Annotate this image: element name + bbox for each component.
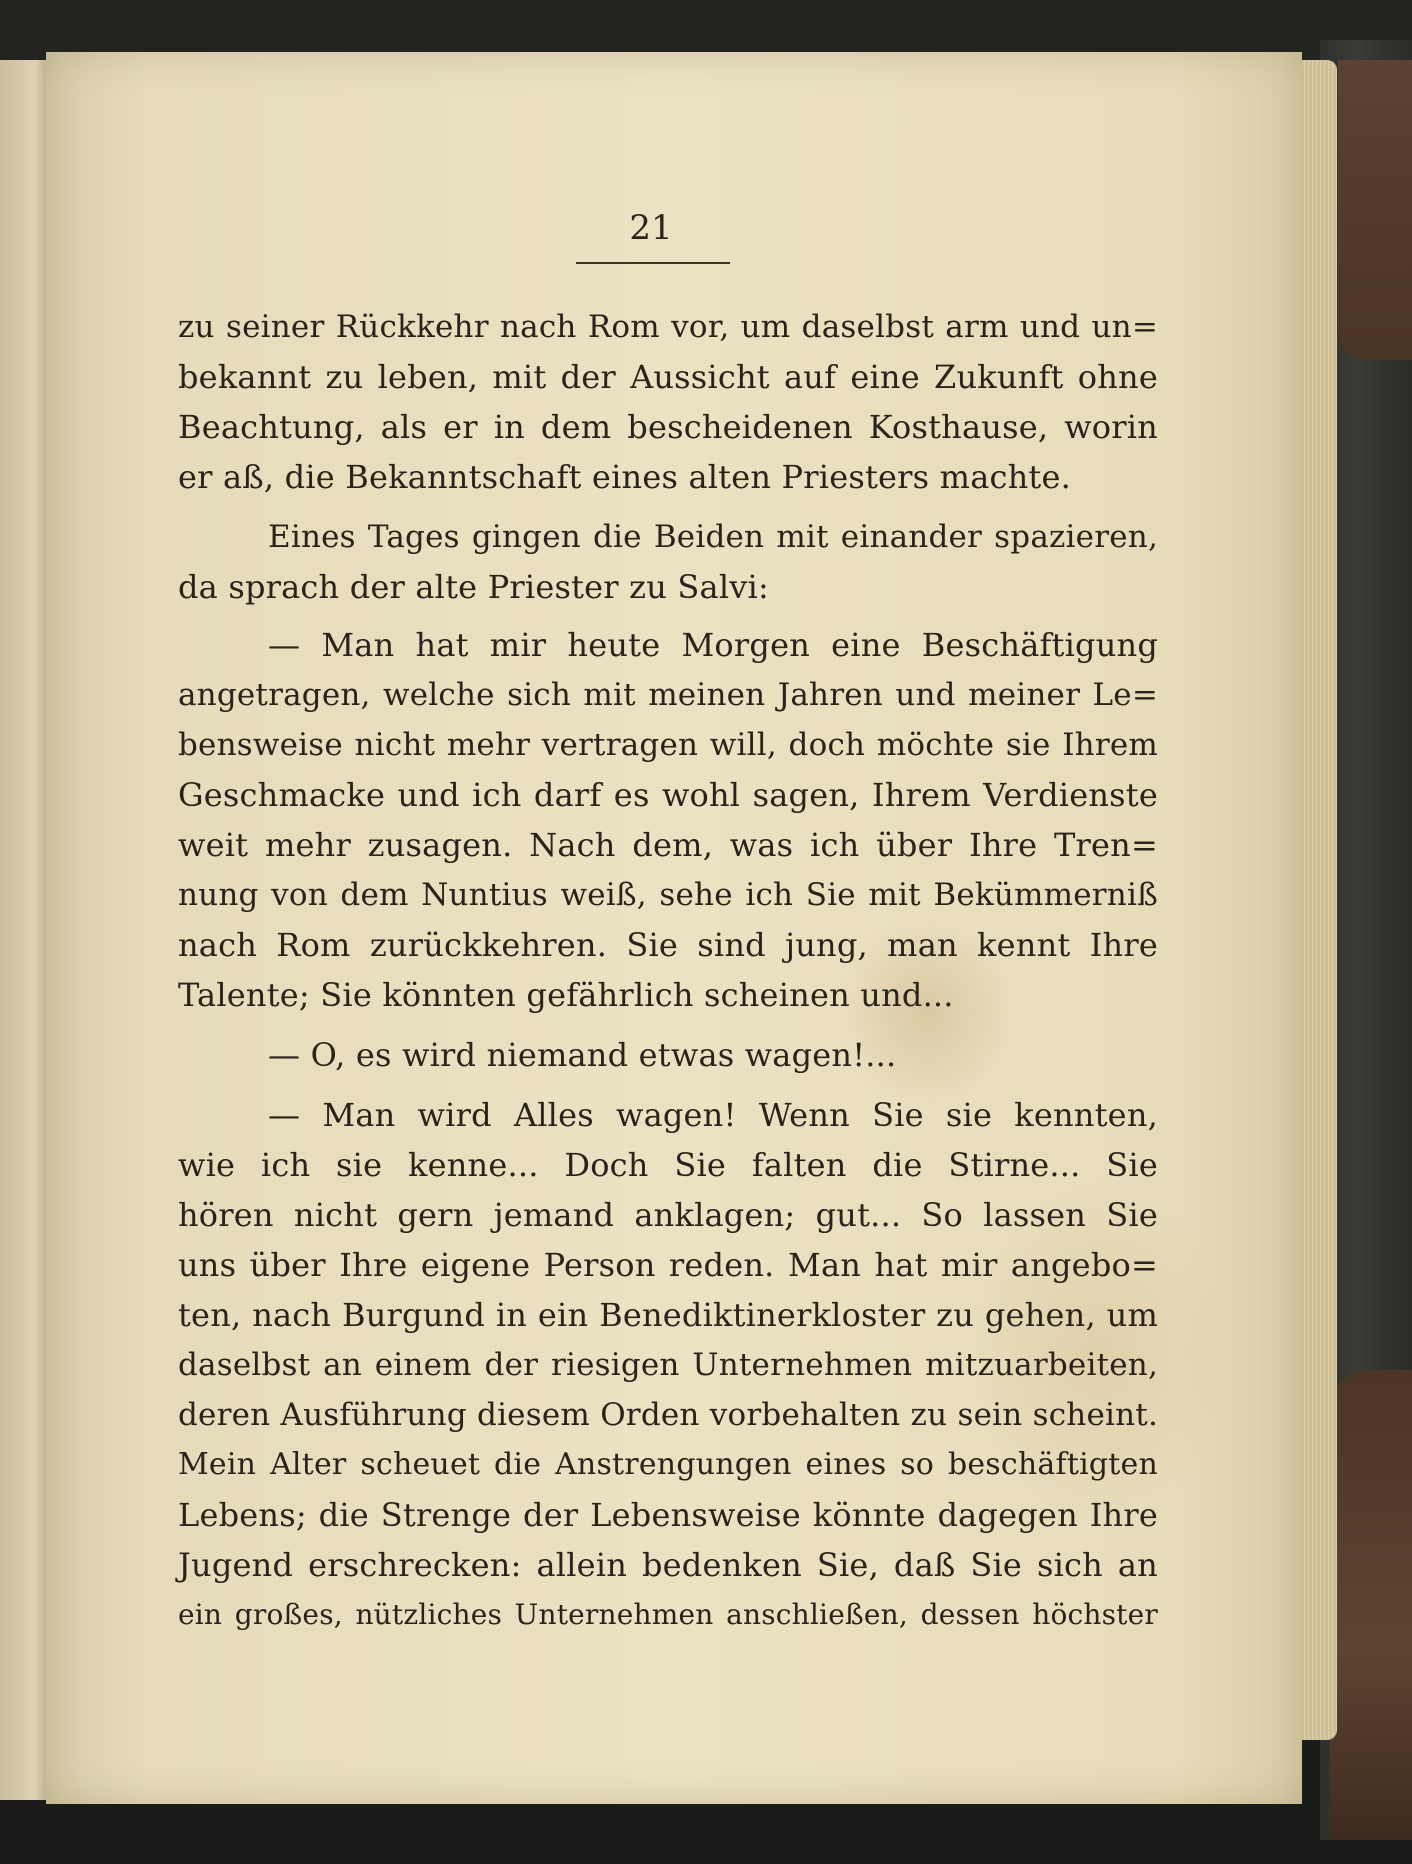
text-line: zu seiner Rückkehr nach Rom vor, um daselbst arm und un=	[178, 309, 1158, 345]
text-line: Geschmacke und ich darf es wohl sagen, Ihrem Verdienste	[178, 776, 1158, 814]
binding-leather-corner-top	[1338, 60, 1412, 360]
facing-page-edge	[0, 60, 50, 1800]
header-rule	[576, 262, 730, 264]
text-line: Mein Alter scheuet die Anstrengungen eines so beschäftigten	[178, 1447, 1158, 1482]
text-line: Talente; Sie könnten gefährlich scheinen und...	[178, 976, 954, 1014]
text-line: Jugend erschrecken: allein bedenken Sie, daß Sie sich an	[178, 1546, 1158, 1584]
book-page	[46, 52, 1302, 1804]
text-line: bensweise nicht mehr vertragen will, doch möchte sie Ihrem	[178, 727, 1158, 763]
text-line: er aß, die Bekanntschaft eines alten Priesters machte.	[178, 458, 1071, 496]
text-line: uns über Ihre eigene Person reden. Man hat mir angebo=	[178, 1246, 1158, 1284]
text-line: Eines Tages gingen die Beiden mit einander spazieren,	[268, 519, 1158, 555]
text-line: — Man hat mir heute Morgen eine Beschäftigung	[268, 626, 1158, 664]
text-line: angetragen, welche sich mit meinen Jahren und meiner Le=	[178, 677, 1158, 713]
text-line: ten, nach Burgund in ein Benediktinerkloster zu gehen, um	[178, 1296, 1158, 1334]
text-line: — Man wird Alles wagen! Wenn Sie sie kennten,	[268, 1096, 1158, 1134]
text-line: da sprach der alte Priester zu Salvi:	[178, 568, 769, 606]
text-line: — O, es wird niemand etwas wagen!...	[268, 1036, 897, 1074]
text-line: nach Rom zurückkehren. Sie sind jung, man kennt Ihre	[178, 926, 1158, 964]
binding-leather-corner-bottom	[1330, 1370, 1412, 1840]
text-line: wie ich sie kenne... Doch Sie falten die Stirne... Sie	[178, 1146, 1158, 1184]
text-line: bekannt zu leben, mit der Aussicht auf eine Zukunft ohne	[178, 358, 1158, 396]
text-line: ein großes, nützliches Unternehmen anschließen, dessen höchster	[178, 1598, 1158, 1631]
text-line: Beachtung, als er in dem bescheidenen Kosthause, worin	[178, 408, 1158, 446]
page-number: 21	[629, 208, 673, 248]
text-line: daselbst an einem der riesigen Unternehmen mitzuarbeiten,	[178, 1347, 1158, 1383]
text-line: weit mehr zusagen. Nach dem, was ich über Ihre Tren=	[178, 826, 1158, 864]
text-line: deren Ausführung diesem Orden vorbehalten zu sein scheint.	[178, 1397, 1158, 1433]
text-line: Lebens; die Strenge der Lebensweise könnte dagegen Ihre	[178, 1496, 1158, 1534]
text-line: hören nicht gern jemand anklagen; gut... So lassen Sie	[178, 1196, 1158, 1234]
text-line: nung von dem Nuntius weiß, sehe ich Sie mit Bekümmerniß	[178, 877, 1158, 913]
